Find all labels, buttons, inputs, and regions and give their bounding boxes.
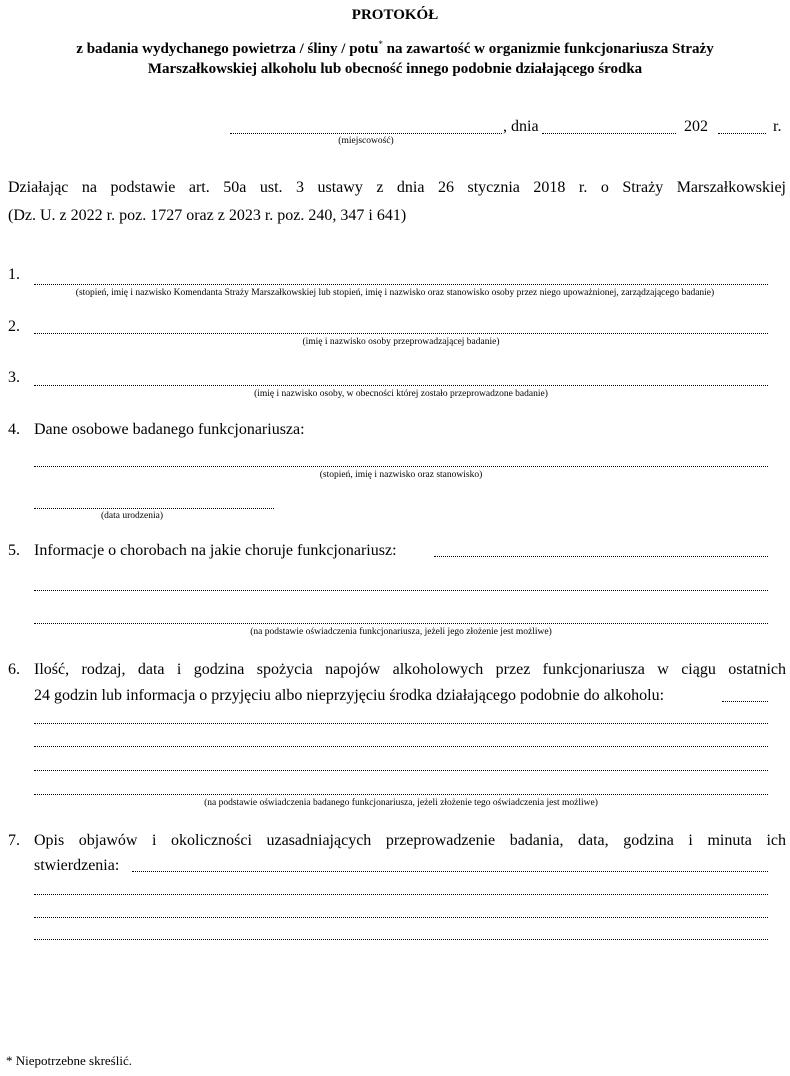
item-1-number: 1. — [8, 266, 20, 283]
dnia-label: , dnia — [503, 118, 539, 135]
document-title: PROTOKÓŁ — [351, 7, 439, 23]
item-5-field-line2[interactable] — [34, 623, 768, 624]
item-6-field-line4[interactable] — [34, 794, 768, 795]
item-5-field-line1[interactable] — [34, 590, 768, 591]
year-prefix: 202 — [684, 118, 708, 135]
item-6-caption: (na podstawie oświadczenia badanego funkcjonariusza, jeżeli złożenie tego oświadczenia jest możliwe) — [204, 798, 598, 808]
item-5-caption: (na podstawie oświadczenia funkcjonariusza, jeżeli jego złożenie jest możliwe) — [250, 627, 552, 637]
item-3-field[interactable] — [34, 385, 768, 386]
footnote: * Niepotrzebne skreślić. — [6, 1053, 132, 1068]
legal-basis-line2: (Dz. U. z 2022 r. poz. 1727 oraz z 2023 r. poz. 240, 347 i 641) — [8, 207, 407, 224]
item-6-field-line1[interactable] — [34, 723, 768, 724]
item-4-caption-personal: (stopień, imię i nazwisko oraz stanowisko) — [319, 470, 483, 480]
item-7-field-line2[interactable] — [34, 917, 768, 918]
item-2-number: 2. — [8, 318, 20, 335]
item-4-field-personal[interactable] — [34, 466, 768, 467]
item-2-field[interactable] — [34, 333, 768, 334]
item-7-field-line3[interactable] — [34, 939, 768, 940]
item-2-caption: (imię i nazwisko osoby przeprowadzającej badanie) — [302, 337, 500, 347]
item-1-caption: (stopień, imię i nazwisko Komendanta Straży Marszałkowskiej lub stopień, imię i nazwisko oraz stanowisko osoby przez niego upoważnionej, zarządzającego badanie) — [75, 288, 715, 298]
item-6-field-line3[interactable] — [34, 770, 768, 771]
item-3-number: 3. — [8, 369, 20, 386]
item-7-line2: stwierdzenia: — [34, 857, 120, 874]
date-field[interactable] — [542, 133, 676, 134]
place-caption: (miejscowość) — [338, 136, 394, 146]
item-6-field-inline[interactable] — [722, 701, 768, 702]
asterisk-marker: * — [378, 39, 383, 49]
item-6-line1: Ilość, rodzaj, data i godzina spożycia napojów alkoholowych przez funkcjonariusza w ciągu ostatnich — [34, 661, 786, 678]
item-7-number: 7. — [8, 832, 20, 849]
subtitle-part2: na zawartość w organizmie funkcjonariusza Straży — [382, 41, 714, 57]
r-label: r. — [773, 118, 782, 135]
year-suffix-field[interactable] — [718, 133, 766, 134]
item-4-number: 4. — [8, 421, 20, 438]
legal-basis-line1: Działając na podstawie art. 50a ust. 3 ustawy z dnia 26 stycznia 2018 r. o Straży Marszałkowskiej — [8, 179, 786, 196]
item-4-caption-birthdate: (data urodzenia) — [101, 511, 163, 521]
item-6-field-line2[interactable] — [34, 746, 768, 747]
item-5-label: Informacje o chorobach na jakie choruje funkcjonariusz: — [34, 542, 397, 559]
item-5-field-inline[interactable] — [434, 556, 768, 557]
item-7-line1: Opis objawów i okoliczności uzasadniających przeprowadzenie badania, data, godzina i minuta ich — [34, 832, 786, 849]
subtitle-line2: Marszałkowskiej alkoholu lub obecność innego podobnie działającego środka — [147, 61, 643, 77]
document-subtitle — [10, 34, 780, 79]
item-5-number: 5. — [8, 542, 20, 559]
item-7-field-line1[interactable] — [34, 894, 768, 895]
item-1-field[interactable] — [34, 284, 768, 285]
item-3-caption: (imię i nazwisko osoby, w obecności której zostało przeprowadzone badanie) — [254, 389, 548, 399]
item-6-number: 6. — [8, 661, 20, 678]
subtitle-part1: z badania wydychanego powietrza / śliny / potu — [76, 41, 379, 57]
item-4-field-birthdate[interactable] — [34, 508, 274, 509]
item-4-label: Dane osobowe badanego funkcjonariusza: — [34, 421, 305, 438]
place-field[interactable] — [230, 133, 502, 134]
item-7-field-inline[interactable] — [132, 871, 768, 872]
item-6-line2: 24 godzin lub informacja o przyjęciu albo nieprzyjęciu środka działającego podobnie do alkoholu: — [34, 687, 665, 704]
